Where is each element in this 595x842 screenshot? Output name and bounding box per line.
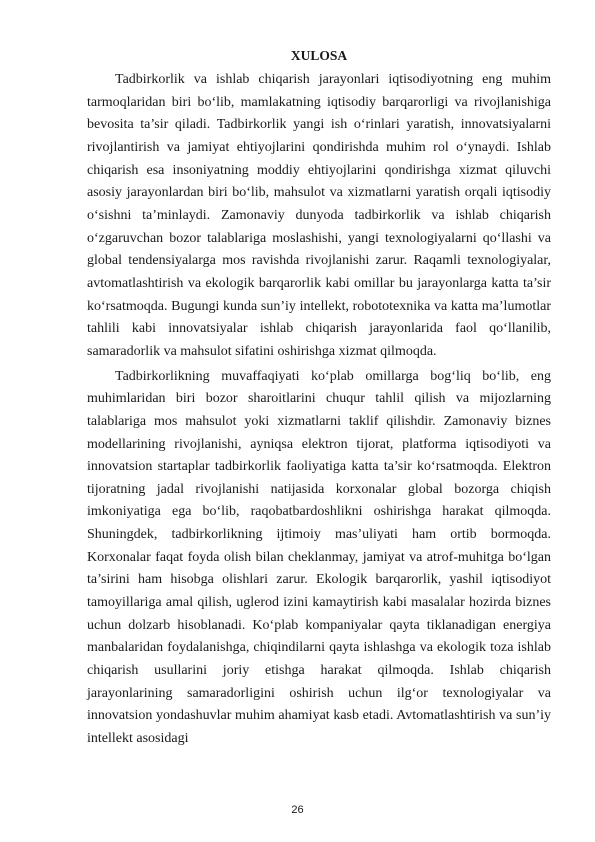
document-page xyxy=(87,48,551,751)
body-paragraph-2: Tadbirkorlikning muvaffaqiyati ko‘plab omillarga bog‘liq bo‘lib, eng muhimlaridan biri bozor sharoitlarini chuqur tahlil qilish va mijozlarning talablariga mos mahsulot yoki xizmatlarni taklif qilishdir. Zamonaviy biznes modellarining rivojlanishi, ayniqsa elektron tijorat, platforma iqtisodiyoti va innovatsion startaplar tadbirkorlik faoliyatiga katta ta’sir ko‘rsatmoqda. Elektron tijoratning jadal rivojlanishi natijasida korxonalar global bozorga chiqish imkoniyatiga ega bo‘lib, raqobatbardoshlikni oshirishga harakat qilmoqda. Shuningdek, tadbirkorlikning ijtimoiy mas’uliyati ham ortib bormoqda. Korxonalar faqat foyda olish bilan cheklanmay, jamiyat va atrof-muhitga bo‘lgan ta’sirini ham hisobga olishlari zarur. Ekologik barqarorlik, yashil iqtisodiyot tamoyillariga amal qilish, uglerod izini kamaytirish kabi masalalar hozirda biznes uchun dolzarb hisoblanadi. Ko‘plab kompaniyalar qayta tiklanadigan energiya manbalaridan foydalanishga, chiqindilarni qayta ishlashga va ekologik toza ishlab chiqarish usullarini joriy etishga harakat qilmoqda. Ishlab chiqarish jarayonlarining samaradorligini oshirish uchun ilg‘or texnologiyalar va innovatsion yondashuvlar muhim ahamiyat kasb etadi. Avtomatlashtirish va sun’iy intellekt asosidagi xyxy=(87,368,551,747)
section-heading: XULOSA xyxy=(290,48,348,63)
page-number: 26 xyxy=(291,804,304,816)
body-paragraph-1: Tadbirkorlik va ishlab chiqarish jarayonlari iqtisodiyotning eng muhim tarmoqlaridan biri bo‘lib, mamlakatning iqtisodiy barqarorligi va rivojlanishiga bevosita ta’sir qiladi. Tadbirkorlik yangi ish o‘rinlari yaratish, innovatsiyalarni rivojlantirish va jamiyat ehtiyojlarini qondirishda muhim rol o‘ynaydi. Ishlab chiqarish esa insoniyatning moddiy ehtiyojlarini qondirishga xizmat qiluvchi asosiy jarayonlardan biri bo‘lib, mahsulot va xizmatlarni yaratish orqali iqtisodiy o‘sishni ta’minlaydi. Zamonaviy dunyoda tadbirkorlik va ishlab chiqarish o‘zgaruvchan bozor talablariga moslashishi, yangi texnologiyalarni qo‘llashi va global tendensiyalarga mos ravishda rivojlanishi zarur. Raqamli texnologiyalar, avtomatlashtirish va ekologik barqarorlik kabi omillar bu jarayonlarga katta ta’sir ko‘rsatmoqda. Bugungi kunda sun’iy intellekt, robototexnika va katta ma’lumotlar tahlili kabi innovatsiyalar ishlab chiqarish jarayonlarida faol qo‘llanilib, samaradorlik va mahsulot sifatini oshirishga xizmat qilmoqda. xyxy=(87,72,551,359)
